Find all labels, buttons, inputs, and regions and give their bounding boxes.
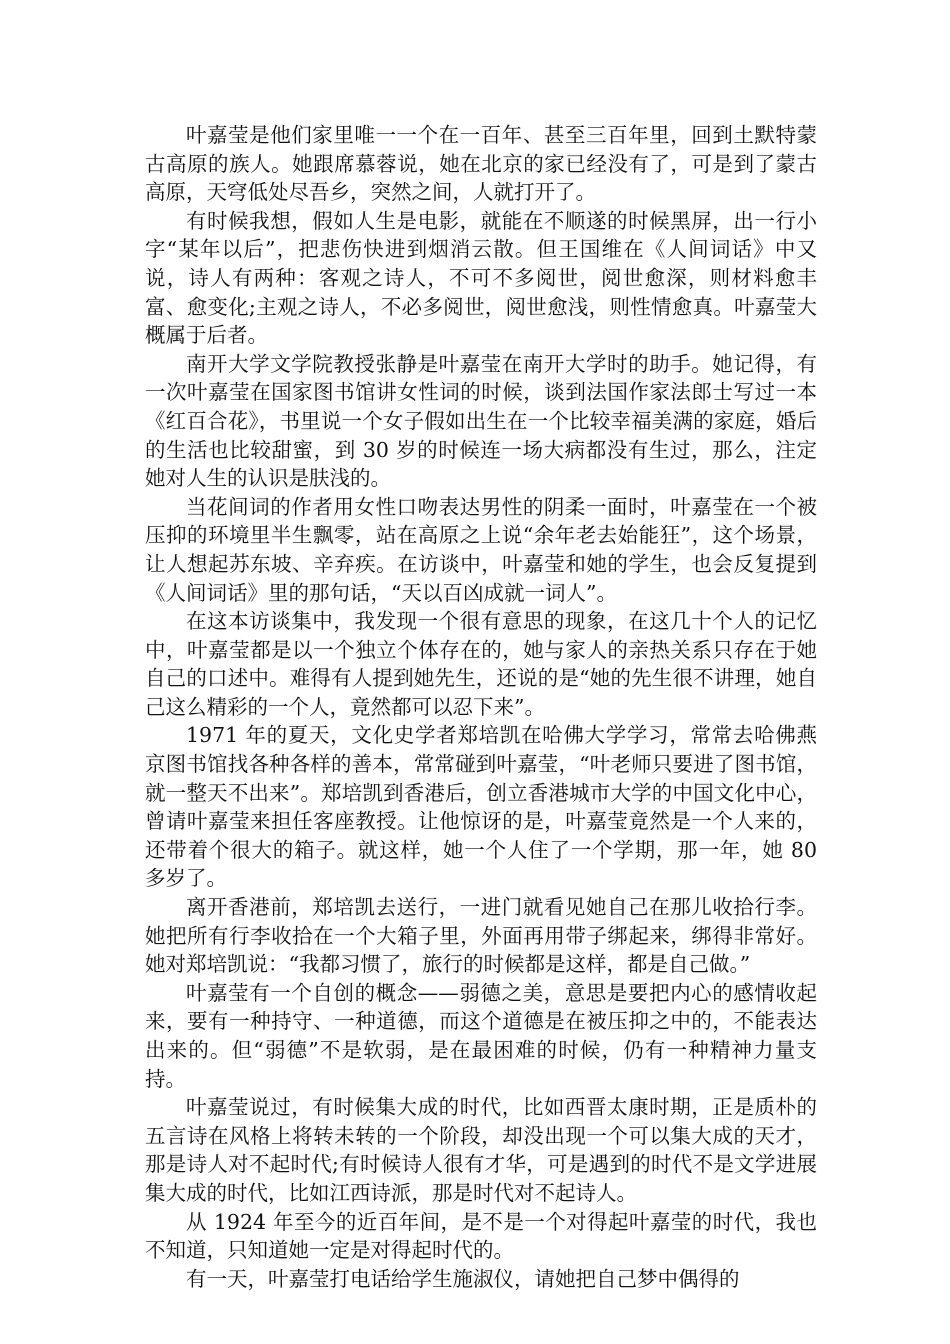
paragraph-8: 叶嘉莹有一个自创的概念——弱德之美，意思是要把内心的感情收起来，要有一种持守、一种道德，而这个道德是在被压抑之中的，不能表达出来的。但“弱德”不是软弱，是在最困难的时候，仍有一种精神力量支持。	[145, 980, 817, 1091]
article-body	[145, 121, 817, 1293]
paragraph-10: 从 1924 年至今的近百年间，是不是一个对得起叶嘉莹的时代，我也不知道，只知道她一定是对得起时代的。	[145, 1209, 817, 1263]
paragraph-6: 1971 年的夏天，文化史学者郑培凯在哈佛大学学习，常常去哈佛燕京图书馆找各种各样的善本，常常碰到叶嘉莹，“叶老师只要进了图书馆，就一整天不出来”。郑培凯到香港后，创立香港城市大学的中国文化中心，曾请叶嘉莹来担任客座教授。让他惊讶的是，叶嘉莹竟然是一个人来的，还带着个很大的箱子。就这样，她一个人住了一个学期，那一年，她 80 多岁了。	[145, 723, 817, 891]
paragraph-9: 叶嘉莹说过，有时候集大成的时代，比如西晋太康时期，正是质朴的五言诗在风格上将转未转的一个阶段，却没出现一个可以集大成的天才，那是诗人对不起时代;有时候诗人很有才华，可是遇到的时代不是文学进展集大成的时代，比如江西诗派，那是时代对不起诗人。	[145, 1095, 817, 1205]
paragraph-7: 离开香港前，郑培凯去送行，一进门就看见她自己在那儿收拾行李。她把所有行李收拾在一个大箱子里，外面再用带子绑起来，绑得非常好。她对郑培凯说：“我都习惯了，旅行的时候都是这样，都是自己做。”	[145, 895, 817, 977]
paragraph-4: 当花间词的作者用女性口吻表达男性的阴柔一面时，叶嘉莹在一个被压抑的环境里半生飘零，站在高原之上说“余年老去始能狂”，这个场景，让人想起苏东坡、辛弃疾。在访谈中，叶嘉莹和她的学生，也会反复提到《人间词话》里的那句话，“天以百凶成就一词人”。	[145, 494, 817, 605]
paragraph-5: 在这本访谈集中，我发现一个很有意思的现象，在这几十个人的记忆中，叶嘉莹都是以一个独立个体存在的，她与家人的亲热关系只存在于她自己的口述中。难得有人提到她先生，还说的是“她的先生很不讲理，她自己这么精彩的一个人，竟然都可以忍下来”。	[145, 609, 817, 719]
paragraph-2: 有时候我想，假如人生是电影，就能在不顺遂的时候黑屏，出一行小字“某年以后”，把悲伤快进到烟消云散。但王国维在《人间词话》中又说，诗人有两种：客观之诗人，不可不多阅世，阅世愈深，则材料愈丰富、愈变化;主观之诗人，不必多阅世，阅世愈浅，则性情愈真。叶嘉莹大概属于后者。	[145, 208, 817, 348]
paragraph-11: 有一天，叶嘉莹打电话给学生施淑仪，请她把自己梦中偶得的	[186, 1266, 740, 1291]
paragraph-1: 叶嘉莹是他们家里唯一一个在一百年、甚至三百年里，回到土默特蒙古高原的族人。她跟席慕蓉说，她在北京的家已经没有了，可是到了蒙古高原，天穹低处尽吾乡，突然之间，人就打开了。	[145, 123, 817, 205]
paragraph-3: 南开大学文学院教授张静是叶嘉莹在南开大学时的助手。她记得，有一次叶嘉莹在国家图书馆讲女性词的时候，谈到法国作家法郎士写过一本《红百合花》，书里说一个女子假如出生在一个比较幸福美满的家庭，婚后的生活也比较甜蜜，到 30 岁的时候连一场大病都没有生过，那么，注定她对人生的认识是肤浅的。	[145, 351, 817, 491]
